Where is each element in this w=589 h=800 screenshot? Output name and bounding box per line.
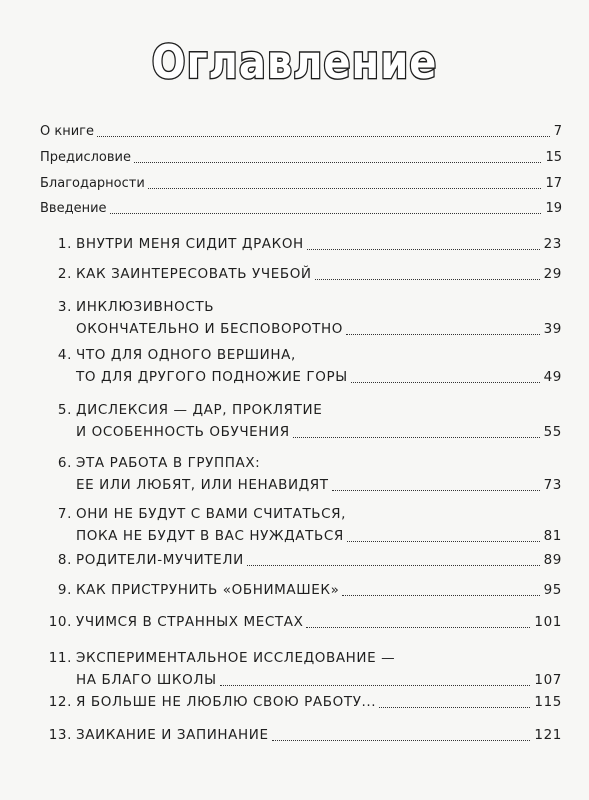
chapter-page: 49: [543, 369, 562, 385]
dot-leader: [346, 334, 540, 335]
toc-chapter: [0, 299, 589, 343]
toc-entry-label: Предисловие: [40, 150, 131, 165]
chapter-title-line: ОНИ НЕ БУДУТ С ВАМИ СЧИТАТЬСЯ,: [76, 506, 347, 522]
toc-entry-page: 17: [545, 176, 562, 191]
chapter-title-line: ЭКСПЕРИМЕНТАЛЬНОЕ ИССЛЕДОВАНИЕ —: [76, 650, 396, 666]
toc-entry-page: 15: [545, 150, 562, 165]
chapter-number: 8.: [57, 552, 72, 568]
dot-leader: [342, 595, 540, 596]
toc-entry-label: О книге: [40, 124, 94, 139]
toc-title: Оглавление: [151, 36, 438, 90]
chapter-title-line: ТО ДЛЯ ДРУГОГО ПОДНОЖИЕ ГОРЫ: [76, 369, 348, 385]
chapter-number: 7.: [57, 506, 72, 522]
chapter-page: 101: [534, 614, 562, 630]
chapter-page: 107: [534, 672, 562, 688]
chapter-title-line: ЭТА РАБОТА В ГРУППАХ:: [76, 455, 261, 471]
chapter-number: 6.: [57, 455, 72, 471]
dot-leader: [247, 565, 540, 566]
toc-entry-label: Благодарности: [40, 176, 145, 191]
chapter-title-line: ИНКЛЮЗИВНОСТЬ: [76, 299, 215, 315]
toc-entry: [0, 124, 589, 142]
toc-chapter: [0, 582, 589, 602]
chapter-number: 3.: [57, 299, 72, 315]
chapter-page: 73: [543, 477, 562, 493]
chapter-number: 12.: [48, 694, 72, 710]
chapter-title-line: ЕЕ ИЛИ ЛЮБЯТ, ИЛИ НЕНАВИДЯТ: [76, 477, 329, 493]
chapter-number: 10.: [48, 614, 72, 630]
chapter-page: 89: [543, 552, 562, 568]
toc-chapter: [0, 614, 589, 634]
chapter-number: 2.: [57, 266, 72, 282]
chapter-title-line: ЧТО ДЛЯ ОДНОГО ВЕРШИНА,: [76, 347, 296, 363]
chapter-title-line: НА БЛАГО ШКОЛЫ: [76, 672, 217, 688]
dot-leader: [307, 249, 540, 250]
chapter-number: 11.: [48, 650, 72, 666]
chapter-page: 23: [543, 236, 562, 252]
dot-leader: [272, 740, 530, 741]
toc-entry-page: 19: [545, 201, 562, 216]
dot-leader: [347, 541, 540, 542]
chapter-page: 115: [534, 694, 562, 710]
toc-chapter: [0, 694, 589, 714]
chapter-title-line: ОКОНЧАТЕЛЬНО И БЕСПОВОРОТНО: [76, 321, 343, 337]
chapter-title-line: КАК ПРИСТРУНИТЬ «ОБНИМАШЕК»: [76, 582, 340, 598]
dot-leader: [97, 136, 550, 137]
chapter-page: 29: [543, 266, 562, 282]
chapter-title-line: УЧИМСЯ В СТРАННЫХ МЕСТАХ: [76, 614, 304, 630]
toc-chapter: [0, 236, 589, 256]
toc-chapter: [0, 552, 589, 572]
dot-leader: [148, 188, 541, 189]
chapter-page: 39: [543, 321, 562, 337]
dot-leader: [306, 627, 530, 628]
chapter-number: 1.: [57, 236, 72, 252]
toc-entry-page: 7: [553, 124, 562, 139]
dot-leader: [134, 162, 541, 163]
toc-entry: [0, 176, 589, 194]
chapter-number: 4.: [57, 347, 72, 363]
chapter-title-line: ПОКА НЕ БУДУТ В ВАС НУЖДАТЬСЯ: [76, 528, 344, 544]
chapter-title-line: ЗАИКАНИЕ И ЗАПИНАНИЕ: [76, 727, 269, 743]
toc-chapter: [0, 455, 589, 499]
dot-leader: [110, 213, 541, 214]
chapter-title-line: РОДИТЕЛИ-МУЧИТЕЛИ: [76, 552, 244, 568]
chapter-page: 55: [543, 424, 562, 440]
toc-chapter: [0, 266, 589, 286]
toc-entry: [0, 150, 589, 168]
chapter-title-line: И ОСОБЕННОСТЬ ОБУЧЕНИЯ: [76, 424, 290, 440]
dot-leader: [379, 707, 530, 708]
toc-chapter: [0, 650, 589, 694]
toc-chapter: [0, 347, 589, 391]
chapter-title-line: ДИСЛЕКСИЯ — ДАР, ПРОКЛЯТИЕ: [76, 402, 323, 418]
chapter-title-line: Я БОЛЬШЕ НЕ ЛЮБЛЮ СВОЮ РАБОТУ...: [76, 694, 377, 710]
dot-leader: [293, 437, 540, 438]
chapter-title-line: КАК ЗАИНТЕРЕСОВАТЬ УЧЕБОЙ: [76, 266, 312, 282]
dot-leader: [220, 685, 530, 686]
toc-chapter: [0, 506, 589, 550]
chapter-title-line: ВНУТРИ МЕНЯ СИДИТ ДРАКОН: [76, 236, 304, 252]
chapter-page: 81: [543, 528, 562, 544]
dot-leader: [332, 490, 540, 491]
dot-leader: [351, 382, 540, 383]
chapter-page: 121: [534, 727, 562, 743]
toc-entry-label: Введение: [40, 201, 107, 216]
toc-chapter: [0, 727, 589, 747]
chapter-number: 9.: [57, 582, 72, 598]
chapter-number: 13.: [48, 727, 72, 743]
chapter-number: 5.: [57, 402, 72, 418]
toc-entry: [0, 201, 589, 219]
chapter-page: 95: [543, 582, 562, 598]
dot-leader: [315, 279, 540, 280]
toc-chapter: [0, 402, 589, 446]
